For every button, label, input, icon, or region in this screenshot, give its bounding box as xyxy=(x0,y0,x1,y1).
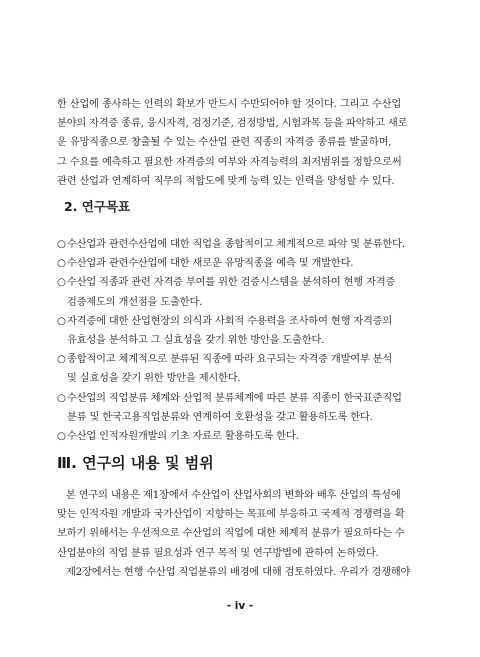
circle-bullet-icon: ○ xyxy=(57,431,66,443)
intro-line: 관련 산업과 연계하여 직무의 적합도에 맞게 능력 있는 인력을 양성할 수 있다. xyxy=(57,175,395,187)
list-item-text: 수산업 직종과 관련 자격증 부여를 위한 검증시스템을 분석하여 현행 자격증 xyxy=(67,277,396,289)
list-item xyxy=(57,273,437,311)
content-line: 보하기 위해서는 우선적으로 수산업의 직업에 대한 체계적 분류가 필요하다는 수 xyxy=(57,528,405,540)
list-item xyxy=(57,350,437,388)
research-goals-list xyxy=(57,235,437,446)
content-line: 본 연구의 내용은 제1장에서 수산업이 산업사회의 변화와 배후 산업의 특성에 xyxy=(66,490,401,501)
list-item xyxy=(57,312,437,350)
list-item-text: 종합적이고 체계적으로 분류된 직종에 따라 요구되는 자격증 개발여부 분석 xyxy=(67,354,393,366)
list-item-text: 수산업의 직업분류 체계와 산업적 분류체계에 따른 분류 직종이 한국표준직업 xyxy=(67,392,402,404)
circle-bullet-icon: ○ xyxy=(57,239,66,250)
list-item-text: 분류 및 한국고용직업분류와 연계하여 호환성을 갖고 활용하도록 한다. xyxy=(67,411,373,423)
circle-bullet-icon: ○ xyxy=(57,258,66,270)
list-item-text: 수산업과 관련수산업에 대한 직업을 종합적이고 체계적으로 파악 및 분류한다. xyxy=(67,239,405,250)
circle-bullet-icon: ○ xyxy=(57,392,66,404)
list-item-text: 검증제도의 개선점을 도출한다. xyxy=(67,296,203,308)
list-item-text: 수산업과 관련수산업에 대한 새로운 유망직종을 예측 및 개발한다. xyxy=(67,258,354,270)
intro-line: 한 산업에 종사하는 인력의 확보가 반드시 수반되어야 할 것이다. 그리고 수산업 xyxy=(57,99,402,110)
list-item xyxy=(57,389,437,427)
list-item-text: 및 실효성을 갖기 위한 방안을 제시한다. xyxy=(67,373,241,385)
section-heading-research-goals: 2. 연구목표 xyxy=(64,199,131,214)
list-item-text: 수산업 인적자원개발의 기초 자료로 활용하도록 한다. xyxy=(67,431,299,443)
circle-bullet-icon: ○ xyxy=(57,315,66,327)
circle-bullet-icon: ○ xyxy=(57,354,66,366)
content-line: 맞는 인적자원 개발과 국가산업이 지향하는 목표에 부응하고 국제적 경쟁력을 확 xyxy=(57,509,405,521)
intro-paragraph xyxy=(57,95,431,191)
list-item-text: 자격증에 대한 산업현장의 의식과 사회적 수용력을 조사하여 현행 자격증의 xyxy=(67,315,393,327)
content-line: 산업분야의 직업 분류 필요성과 연구 목적 및 연구방법에 관하여 논하였다. xyxy=(57,547,379,559)
intro-line: 운 유망직종으로 창출될 수 있는 수산업 관련 직종의 자격증 종류를 발굴하며, xyxy=(57,137,392,149)
intro-line: 분야의 자격증 종류, 응시자격, 검정기준, 검정방법, 시험과목 등을 파악하고 새로 xyxy=(57,118,408,130)
intro-line: 그 수요를 예측하고 필요한 자격증의 여부와 자격능력의 최저범위를 정함으로써 xyxy=(57,156,402,168)
list-item xyxy=(57,427,437,446)
list-item xyxy=(57,235,437,254)
chapter-heading-content-scope: Ⅲ. 연구의 내용 및 범위 xyxy=(57,454,214,472)
page-number: - iv - xyxy=(226,600,254,612)
content-paragraph xyxy=(57,486,431,582)
circle-bullet-icon: ○ xyxy=(57,277,66,289)
list-item-text: 유효성을 분석하고 그 실효성을 갖기 위한 방안을 도출한다. xyxy=(67,335,325,347)
content-line: 제2장에서는 현행 수산업 직업분류의 배경에 대해 검토하였다. 우리가 경쟁해야 xyxy=(66,566,411,578)
list-item xyxy=(57,254,437,273)
